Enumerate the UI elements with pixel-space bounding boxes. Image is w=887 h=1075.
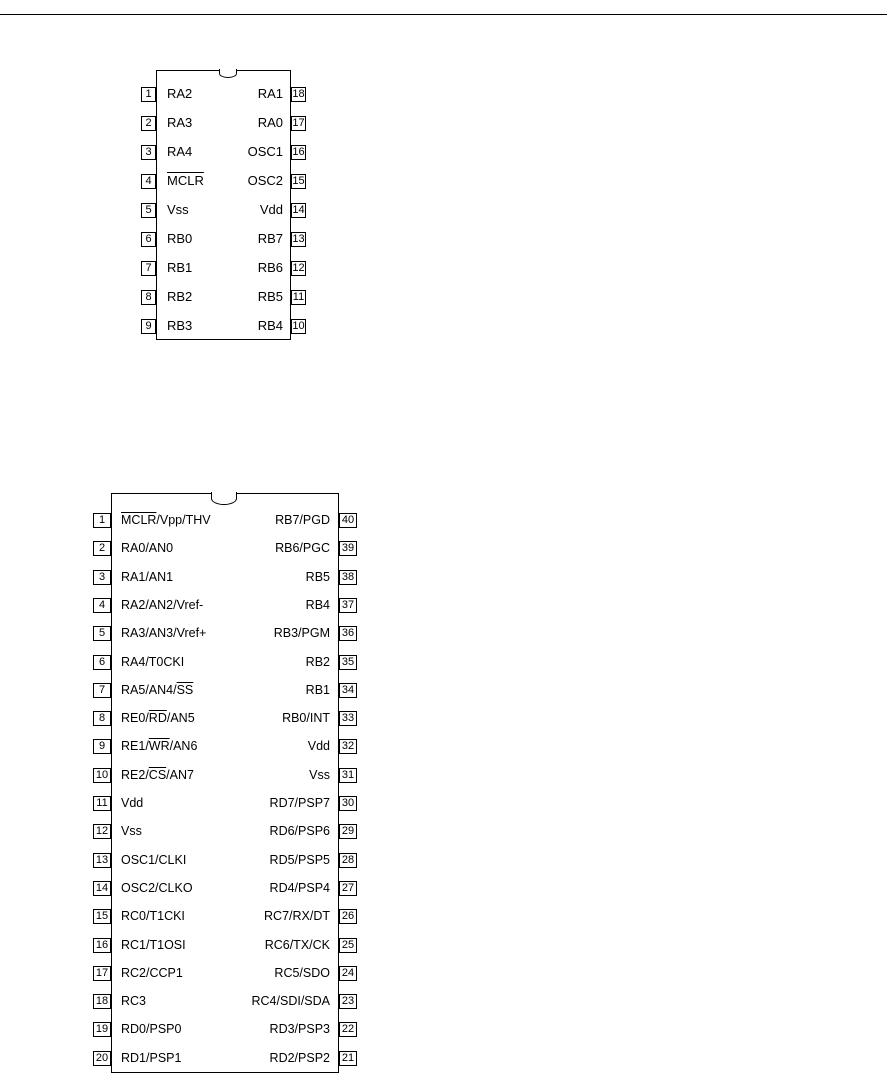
pin-label-post: /Vpp/THV bbox=[156, 513, 211, 527]
pin-label-right bbox=[248, 144, 283, 160]
pin-number-right: 21 bbox=[339, 1051, 357, 1066]
pin-label-right bbox=[264, 908, 330, 924]
pin-label-pre: RC0/T1CKI bbox=[121, 909, 185, 924]
pin-number-left: 9 bbox=[141, 319, 156, 334]
pin-label-pre: RC4/SDI/SDA bbox=[251, 994, 330, 1009]
pin-number-right: 25 bbox=[339, 938, 357, 953]
pin-label-left bbox=[121, 767, 194, 783]
pin-number-left: 3 bbox=[141, 145, 156, 160]
pin-label-left bbox=[167, 86, 192, 102]
pin-label-right bbox=[258, 231, 283, 247]
pin-label-post: /AN5 bbox=[166, 711, 195, 726]
pin-label-pre: RB5 bbox=[257, 289, 283, 304]
pin-number-left: 1 bbox=[93, 513, 111, 528]
pin-label-right bbox=[275, 512, 330, 528]
pin-label-pre: RD6/PSP6 bbox=[269, 824, 330, 839]
pin-label-pre: RD5/PSP5 bbox=[269, 852, 330, 867]
pin-label-pre: RD2/PSP2 bbox=[269, 1050, 330, 1065]
pin-label-bar: MCLR bbox=[167, 173, 204, 188]
pin-label-right bbox=[270, 795, 330, 811]
chip-18-notch bbox=[219, 69, 237, 78]
pin-label-pre: Vss bbox=[309, 767, 330, 782]
pin-label-pre: RB4 bbox=[257, 318, 283, 333]
pin-label-post: /AN7 bbox=[166, 767, 194, 782]
pin-label-pre: RB7 bbox=[257, 231, 283, 246]
pin-label-left bbox=[121, 597, 203, 613]
pin-number-right: 28 bbox=[339, 853, 357, 868]
pin-number-left: 6 bbox=[93, 655, 111, 670]
pin-number-left: 18 bbox=[93, 994, 111, 1009]
pin-number-left: 10 bbox=[93, 768, 111, 783]
pin-number-left: 7 bbox=[141, 261, 156, 276]
pin-label-left bbox=[121, 654, 184, 670]
pin-label-left bbox=[121, 965, 183, 981]
pin-number-left: 9 bbox=[93, 739, 111, 754]
pin-label-right bbox=[274, 965, 330, 981]
pin-number-right: 26 bbox=[339, 909, 357, 924]
pin-number-right: 23 bbox=[339, 994, 357, 1009]
pin-label-pre: RB2 bbox=[305, 654, 330, 669]
pin-label-pre: RC1/T1OSI bbox=[121, 937, 186, 952]
pin-number-right: 34 bbox=[339, 683, 357, 698]
pin-number-right: 18 bbox=[292, 88, 305, 100]
pin-label-right bbox=[270, 823, 330, 839]
pin-number-right: 30 bbox=[339, 796, 357, 811]
pin-number-right: 39 bbox=[339, 541, 357, 556]
pin-number-left: 16 bbox=[93, 938, 111, 953]
pin-label-right bbox=[265, 937, 330, 953]
pin-number-right: 11 bbox=[292, 291, 305, 303]
pin-label-pre: RA2 bbox=[167, 86, 193, 101]
pin-number-left: 19 bbox=[93, 1022, 111, 1037]
pin-label-pre: RC5/SDO bbox=[274, 965, 330, 980]
pin-label-left bbox=[167, 173, 204, 189]
pin-label-right bbox=[275, 540, 330, 556]
pin-label-pre: RB5 bbox=[305, 569, 330, 584]
pin-number-right: 24 bbox=[339, 966, 357, 981]
pin-label-pre: RB7/PGD bbox=[275, 513, 330, 527]
pin-label-right bbox=[258, 260, 283, 276]
pin-label-pre: RD0/PSP0 bbox=[121, 1022, 182, 1037]
pin-number-right: 13 bbox=[292, 233, 305, 245]
pin-label-left bbox=[167, 260, 192, 276]
pin-label-left bbox=[121, 569, 173, 585]
pin-label-right bbox=[309, 767, 330, 783]
pin-label-pre: RB6 bbox=[257, 260, 283, 275]
pin-number-left: 4 bbox=[141, 174, 156, 189]
pin-label-pre: OSC1 bbox=[247, 144, 283, 159]
pin-number-right: 10 bbox=[292, 320, 305, 332]
pin-label-right bbox=[270, 880, 330, 896]
chip-40-notch bbox=[211, 492, 237, 505]
pin-label-left bbox=[121, 1021, 181, 1037]
pin-label-right bbox=[258, 289, 283, 305]
pin-label-pre: RE1/ bbox=[121, 739, 149, 754]
pin-number-right: 15 bbox=[292, 175, 305, 187]
pin-number-left: 8 bbox=[93, 711, 111, 726]
pin-label-pre: RC3 bbox=[121, 994, 147, 1009]
pin-number-right: 27 bbox=[339, 881, 357, 896]
pin-number-left: 5 bbox=[93, 626, 111, 641]
pin-label-pre: RA4/T0CKI bbox=[121, 654, 185, 669]
pin-number-left: 14 bbox=[93, 881, 111, 896]
pin-label-pre: RD3/PSP3 bbox=[269, 1022, 330, 1037]
pin-number-left: 20 bbox=[93, 1051, 111, 1066]
pin-label-left bbox=[167, 318, 192, 334]
pin-label-right bbox=[306, 682, 330, 698]
pin-number-left: 13 bbox=[93, 853, 111, 868]
pin-label-pre: RB3/PGM bbox=[273, 626, 330, 641]
pin-label-left bbox=[121, 710, 195, 726]
pin-number-left: 15 bbox=[93, 909, 111, 924]
pin-label-right bbox=[274, 625, 330, 641]
pin-label-pre: OSC1/CLKI bbox=[121, 852, 187, 867]
pin-label-pre: RA5/AN4/ bbox=[121, 682, 177, 697]
pin-label-left bbox=[121, 937, 186, 953]
pin-number-left: 2 bbox=[93, 541, 111, 556]
pin-label-pre: RC7/RX/DT bbox=[264, 909, 330, 924]
pin-label-pre: RE0/ bbox=[121, 711, 149, 726]
pin-number-right: 33 bbox=[339, 711, 357, 726]
pin-label-left bbox=[121, 625, 206, 641]
pin-label-pre: RC2/CCP1 bbox=[121, 965, 183, 980]
pin-label-right bbox=[248, 173, 283, 189]
pin-label-bar: $\overline{WR}$ bbox=[148, 739, 170, 754]
pin-label-left bbox=[167, 289, 192, 305]
pin-label-right bbox=[270, 852, 330, 868]
pin-label-pre: RB1 bbox=[167, 260, 193, 275]
pin-label-pre: RA1/AN1 bbox=[121, 569, 174, 584]
pin-label-pre: RB0/INT bbox=[282, 711, 330, 726]
pin-label-pre: RC6/TX/CK bbox=[264, 937, 330, 952]
pin-number-right: 17 bbox=[292, 117, 305, 129]
pin-number-left: 8 bbox=[141, 290, 156, 305]
pin-label-post: /AN6 bbox=[169, 739, 198, 754]
pin-label-pre: RA1 bbox=[257, 86, 283, 101]
pin-label-pre: RB2 bbox=[167, 289, 193, 304]
pin-label-left bbox=[121, 852, 186, 868]
pin-number-right: 16 bbox=[292, 146, 305, 158]
pin-number-right: 40 bbox=[339, 513, 357, 528]
pin-label-left bbox=[167, 231, 192, 247]
pin-number-left: 17 bbox=[93, 966, 111, 981]
pin-label-pre: RE2/ bbox=[121, 767, 149, 782]
pin-label-right bbox=[260, 202, 283, 218]
pin-label-pre: Vdd bbox=[307, 739, 330, 754]
pin-label-left bbox=[121, 795, 143, 811]
pin-label-right bbox=[258, 86, 283, 102]
pin-label-pre: Vdd bbox=[121, 796, 144, 810]
pin-label-bar: $\overline{SS}$ bbox=[176, 682, 194, 697]
pin-number-right: 35 bbox=[339, 655, 357, 670]
pin-label-left bbox=[121, 682, 193, 698]
pin-label-pre: RA2/AN2/Vref- bbox=[121, 597, 204, 612]
pin-label-left bbox=[121, 1050, 181, 1066]
pin-label-pre: RD7/PSP7 bbox=[269, 796, 330, 810]
pin-label-pre: RA3 bbox=[167, 115, 193, 130]
pin-label-left bbox=[121, 908, 185, 924]
pin-label-right bbox=[270, 1021, 330, 1037]
pin-number-right: 36 bbox=[339, 626, 357, 641]
pin-label-left bbox=[167, 202, 189, 218]
pin-number-right: 37 bbox=[339, 598, 357, 613]
pin-label-left bbox=[121, 993, 146, 1009]
pin-label-pre: RB0 bbox=[167, 231, 193, 246]
pin-number-left: 1 bbox=[141, 87, 156, 102]
pin-label-left bbox=[167, 144, 192, 160]
pin-label-pre: OSC2/CLKO bbox=[121, 880, 193, 895]
pin-number-right: 12 bbox=[292, 262, 305, 274]
pin-label-pre: RA0 bbox=[257, 115, 283, 130]
pin-label-right bbox=[308, 738, 330, 754]
pin-number-left: 2 bbox=[141, 116, 156, 131]
pin-label-right bbox=[306, 654, 330, 670]
pin-label-right bbox=[270, 1050, 330, 1066]
pin-label-left bbox=[167, 115, 192, 131]
pin-label-bar: MCLR bbox=[121, 513, 157, 527]
pin-label-left bbox=[121, 880, 193, 896]
pin-label-pre: RB6/PGC bbox=[275, 541, 330, 556]
pin-label-pre: RB1 bbox=[305, 682, 330, 697]
pin-label-right bbox=[282, 710, 330, 726]
pin-label-bar: $\overline{RD}$ bbox=[148, 711, 167, 726]
pin-label-right bbox=[252, 993, 331, 1009]
pin-label-right bbox=[306, 597, 330, 613]
pin-label-left bbox=[121, 540, 173, 556]
pin-label-right bbox=[258, 318, 283, 334]
pin-number-right: 32 bbox=[339, 739, 357, 754]
pin-label-right bbox=[258, 115, 283, 131]
pin-label-pre: RB4 bbox=[305, 597, 330, 612]
pin-number-left: 5 bbox=[141, 203, 156, 218]
pin-label-right bbox=[306, 569, 330, 585]
pin-label-left bbox=[121, 512, 211, 528]
pin-number-right: 29 bbox=[339, 824, 357, 839]
pin-number-left: 11 bbox=[93, 796, 111, 811]
pin-number-left: 7 bbox=[93, 683, 111, 698]
pin-label-pre: RA3/AN3/Vref+ bbox=[121, 626, 207, 641]
pin-label-pre: Vdd bbox=[259, 202, 283, 217]
pin-number-right: 31 bbox=[339, 768, 357, 783]
pin-label-left bbox=[121, 738, 197, 754]
pin-label-pre: RA4 bbox=[167, 144, 193, 159]
pin-number-right: 22 bbox=[339, 1022, 357, 1037]
pin-label-pre: RD4/PSP4 bbox=[269, 880, 330, 895]
pin-label-pre: OSC2 bbox=[247, 173, 283, 188]
pin-label-pre: RA0/AN0 bbox=[121, 541, 174, 556]
pin-label-pre: RB3 bbox=[167, 318, 193, 333]
pin-number-left: 6 bbox=[141, 232, 156, 247]
pin-number-left: 12 bbox=[93, 824, 111, 839]
pin-number-left: 3 bbox=[93, 570, 111, 585]
pin-label-pre: Vss bbox=[167, 202, 189, 217]
pin-number-right: 38 bbox=[339, 570, 357, 585]
pin-label-bar: $\overline{CS}$ bbox=[148, 767, 167, 782]
pin-label-pre: RD1/PSP1 bbox=[121, 1050, 182, 1065]
pin-label-left bbox=[121, 823, 142, 839]
pin-number-right: 14 bbox=[292, 204, 305, 216]
pin-label-pre: Vss bbox=[121, 824, 142, 839]
top-rule bbox=[0, 14, 887, 15]
pin-number-left: 4 bbox=[93, 598, 111, 613]
